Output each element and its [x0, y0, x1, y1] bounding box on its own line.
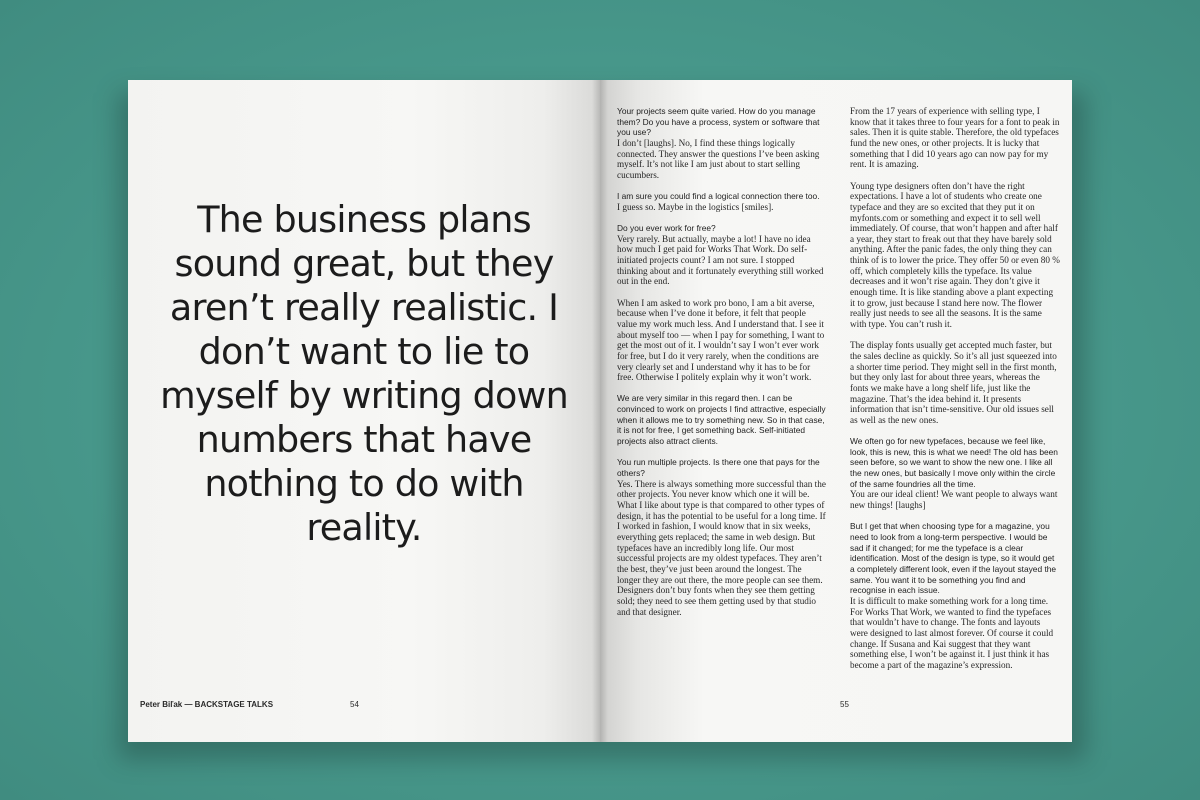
interview-question: But I get that when choosing type for a magazine, you need to look from a long-term perspective. I would be sad if it changed; for me the typeface is a clear identification. Most of the design is type, so it would get a completely different look, even if the layout stayed the same. You want it to be something you find and recognise in each issue.: [850, 521, 1057, 596]
interview-block: [617, 393, 827, 446]
interview-answer: You are our ideal client! We want people to always want new things! [laughs]: [850, 489, 1058, 511]
running-footer: [140, 700, 273, 709]
interview-block: [617, 298, 827, 383]
interview-answer: The display fonts usually get accepted much faster, but the sales decline as quickly. So it’s all just squeezed into a shorter time period. They might sell in the first month, but they only last for about three years, whereas the fonts we make have a long shelf life, just like the magazine. That’s the idea behind it. It presents information that isn’t time-sensitive. Our old issues sell as well as the new ones.: [850, 340, 1057, 425]
footer-author: Peter Biľak: [140, 700, 183, 709]
interview-block: [617, 106, 827, 181]
interview-answer: Very rarely. But actually, maybe a lot! I have no idea how much I get paid for Works That Work. Do self-initiated projects count? I am not sure. I stopped thinking about and it fortunately everything still worked out in the end.: [617, 233, 824, 287]
text-column-1: [617, 106, 827, 628]
interview-block: [850, 521, 1060, 670]
interview-question: Do you ever work for free?: [617, 223, 716, 234]
interview-block: [617, 191, 827, 212]
footer-separator: —: [182, 700, 195, 709]
interview-answer: I don’t [laughs]. No, I find these things logically connected. They answer the questions I’ve been asking myself. It’s not like I am just about to start selling cucumbers.: [617, 137, 820, 180]
interview-answer: When I am asked to work pro bono, I am a bit averse, because when I’ve done it before, it felt that people value my work much less. And I understand that. I see it about myself too — when I pay for something, I want to get the most out of it. I wouldn’t say I won’t ever work for free, but I do it very rarely, when the conditions are very clearly set and I understand why it has to be for free. Otherwise I politely explain why it won’t work.: [617, 297, 825, 383]
right-page: [600, 80, 1072, 742]
interview-answer: From the 17 years of experience with selling type, I know that it takes three to four years for a font to peak in sales. Then it is quite stable. Therefore, the old typefaces fund the new ones, or other projects. It is lucky that something that I did 10 years ago can now pay for my rent. It is amazing.: [850, 106, 1060, 170]
interview-answer: Young type designers often don’t have the right expectations. I have a lot of students who create one typeface and they are so excited that they put it on myfonts.com or something and expect it to sell well immediately. Of course, that won’t happen and after half a year, they start to freak out that they have barely sold anything. After the panic fades, the only thing they can think of is to lower the price. They offer 50 or even 80 % off, which completely kills the typeface. Its value decreases and it won’t rise again. They don’t give it enough time. It is like standing above a plant expecting it to grow, just because I stand here now. The flower really just needs to see all the seasons. It is the same with type. You can’t rush it.: [850, 180, 1060, 330]
interview-block: [850, 340, 1060, 425]
interview-block: [617, 457, 827, 617]
interview-block: [850, 106, 1060, 170]
interview-answer: I guess so. Maybe in the logistics [smiles].: [617, 201, 774, 212]
interview-question: Your projects seem quite varied. How do you manage them? Do you have a process, system or software that you use?: [617, 106, 820, 138]
interview-answer: It is difficult to make something work for a long time. For Works That Work, we wanted to find the typefaces that wouldn’t have to change. The fonts and layouts were designed to last almost forever. Of course it could change. If Susana and Kai suggest that they want something else, I won’t be against it. I just think it has become a part of the magazine’s expression.: [850, 595, 1054, 670]
pull-quote: The business plans sound great, but they aren’t really realistic. I don’t want to lie to myself by writing down numbers that have nothing to do with reality.: [160, 198, 568, 549]
page-number-right: 55: [840, 700, 849, 709]
interview-block: [850, 181, 1060, 330]
spine-gutter: [592, 80, 608, 742]
interview-block: [850, 436, 1060, 511]
page-number-left: 54: [350, 700, 359, 709]
interview-question: We often go for new typefaces, because we feel like, look, this is new, this is what we need! The old has been seen before, so we want to show the new one. I like all the new ones, but basically I move only within the circle of the same foundries all the time.: [850, 436, 1058, 489]
text-column-2: [850, 106, 1060, 681]
left-page: [128, 80, 600, 742]
interview-question: You run multiple projects. Is there one that pays for the others?: [617, 457, 820, 478]
interview-question: I am sure you could find a logical connection there too.: [617, 191, 820, 202]
interview-block: [617, 223, 827, 287]
interview-answer: Yes. There is always something more successful than the other projects. You never know which one it will be. What I like about type is that compared to other types of design, it has the potential to be useful for a long time. If I worked in fashion, I would know that in six weeks, everything gets replaced; the same in web design. But typefaces have an incredibly long life. Our most successful projects are my oldest typefaces. They aren’t the best, they’ve just been around the longest. The longer they are out there, the more people can see them. Designers don’t buy fonts when they see them getting sold; they need to see them getting used by that studio and that designer.: [617, 478, 826, 617]
interview-question: We are very similar in this regard then. I can be convinced to work on projects I find attractive, especially when it allows me to try something new. So in that case, it is not for free, I get something back. Self-initiated projects also attract clients.: [617, 393, 826, 447]
footer-section: BACKSTAGE TALKS: [194, 700, 274, 709]
